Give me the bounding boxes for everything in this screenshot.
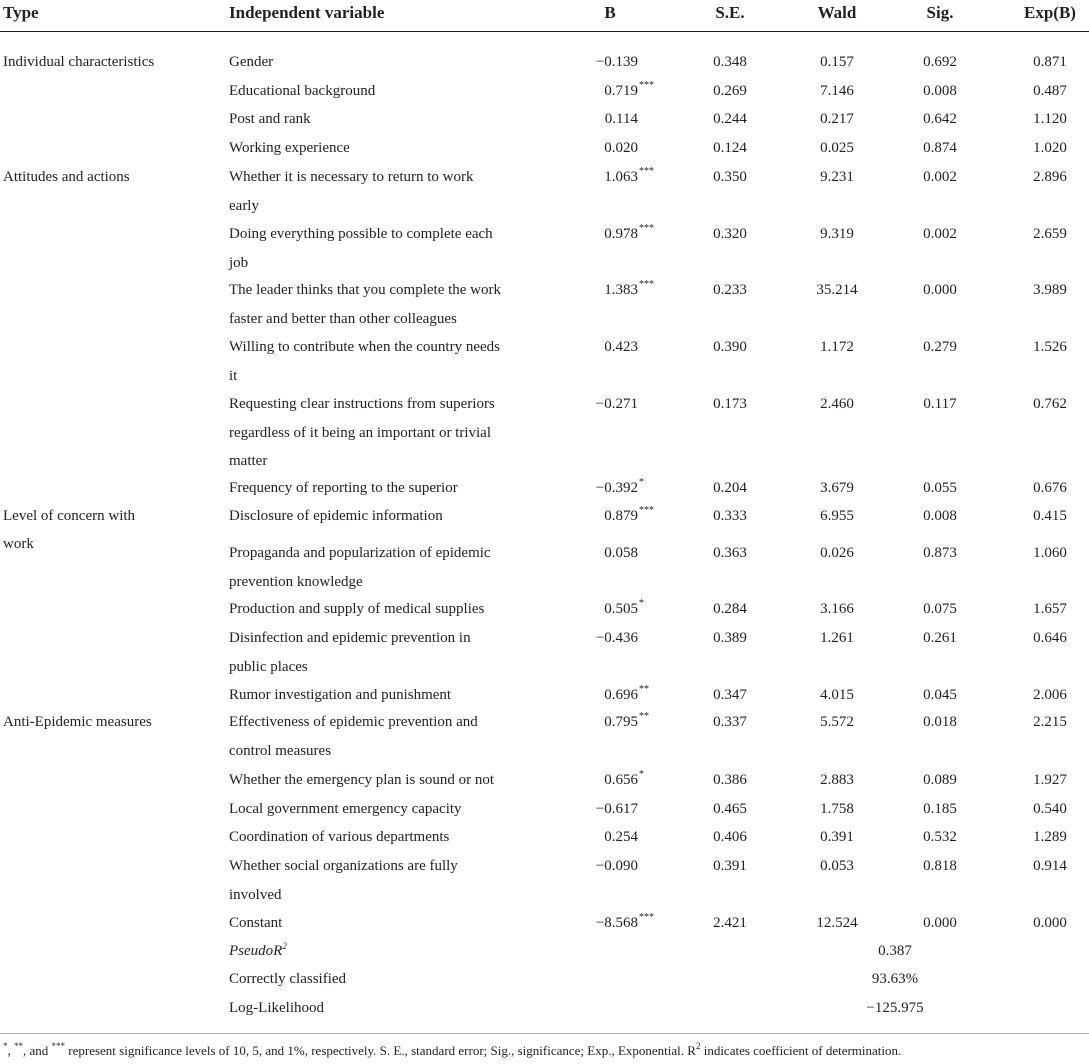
- cell-wald: 1.758: [820, 801, 854, 817]
- cell-b: −0.436: [595, 630, 638, 646]
- cell-se: 0.233: [713, 282, 747, 298]
- cell-se: 0.337: [713, 714, 747, 730]
- cell-se: 0.350: [713, 169, 747, 185]
- cell-b: −0.617: [595, 801, 638, 817]
- cell-se: 0.244: [713, 111, 747, 127]
- cell-b: 0.505: [604, 601, 638, 617]
- cell-exp: 1.927: [1033, 772, 1067, 788]
- cell-exp: 0.676: [1033, 480, 1067, 496]
- cell-sig: 0.000: [923, 915, 957, 931]
- cell-b: −0.271: [595, 396, 638, 412]
- cell-exp: 2.215: [1033, 714, 1067, 730]
- group-label: Attitudes and actions: [3, 169, 130, 185]
- cell-exp: 0.871: [1033, 54, 1067, 70]
- variable-name: it: [229, 367, 238, 384]
- significance-stars: **: [639, 684, 649, 695]
- variable-name: Whether it is necessary to return to work: [229, 169, 474, 185]
- pseudo-r2-label: PseudoR$^2$: [229, 941, 287, 959]
- cell-wald: 0.391: [820, 829, 854, 845]
- significance-stars: **: [639, 711, 649, 722]
- cell-exp: 2.006: [1033, 687, 1067, 703]
- cell-sig: 0.045: [923, 687, 957, 703]
- group-label: Level of concern with: [3, 508, 136, 524]
- cell-exp: 2.659: [1033, 226, 1067, 242]
- table-footnote: *, **, and *** represent significance levels of 10, 5, and 1%, respectively. S. E., standard error; Sig., significance; Exp., Exponential. $R^2$ indicates coefficient of determination.: [3, 1041, 902, 1058]
- cell-se: 0.389: [713, 630, 747, 646]
- cell-se: 0.269: [713, 83, 747, 99]
- cell-wald: 6.955: [820, 508, 854, 524]
- significance-stars: ***: [639, 912, 654, 923]
- cell-exp: 0.487: [1033, 83, 1067, 99]
- cell-exp: 3.989: [1033, 282, 1067, 298]
- cell-wald: 4.015: [820, 687, 854, 703]
- significance-stars: ***: [639, 279, 654, 290]
- variable-name: Frequency of reporting to the superior: [229, 480, 458, 496]
- cell-wald: 0.026: [820, 545, 854, 561]
- correctly-classified-label: Correctly classified: [229, 971, 347, 987]
- variable-name: control measures: [229, 742, 332, 759]
- variable-name: prevention knowledge: [229, 573, 363, 590]
- correctly-classified-value: 93.63%: [871, 971, 919, 987]
- variable-name: Disclosure of epidemic information: [229, 508, 443, 524]
- cell-b: 0.656: [604, 772, 638, 788]
- cell-exp: 1.120: [1033, 111, 1067, 127]
- cell-sig: 0.075: [923, 601, 957, 617]
- cell-sig: 0.185: [923, 801, 957, 817]
- cell-sig: 0.018: [923, 714, 957, 730]
- log-likelihood-label: Log-Likelihood: [229, 1000, 324, 1016]
- cell-b: 1.063: [604, 169, 638, 185]
- cell-exp: 0.762: [1033, 396, 1067, 412]
- header-b: B: [604, 3, 616, 22]
- variable-name: Constant: [229, 915, 283, 931]
- variable-name: Willing to contribute when the country needs: [229, 339, 500, 355]
- cell-exp: 1.289: [1033, 829, 1067, 845]
- cell-exp: 1.657: [1033, 601, 1067, 617]
- significance-stars: *: [639, 598, 644, 609]
- cell-wald: 5.572: [820, 714, 854, 730]
- cell-sig: 0.117: [923, 396, 957, 412]
- cell-se: 0.406: [713, 829, 747, 845]
- cell-wald: 1.172: [820, 339, 854, 355]
- cell-sig: 0.089: [923, 772, 957, 788]
- header-variable: Independent variable: [229, 3, 385, 22]
- cell-exp: 2.896: [1033, 169, 1067, 185]
- variable-name: involved: [229, 886, 282, 903]
- cell-b: 0.795: [604, 714, 638, 730]
- header-exp: Exp(B): [1024, 3, 1076, 22]
- cell-wald: 12.524: [816, 915, 858, 931]
- cell-b: 0.114: [604, 111, 638, 127]
- cell-sig: 0.000: [923, 282, 957, 298]
- header-se: S.E.: [715, 3, 745, 22]
- variable-name: public places: [229, 658, 308, 675]
- cell-wald: 0.217: [820, 111, 854, 127]
- variable-name: regardless of it being an important or trivial: [229, 424, 492, 441]
- significance-stars: ***: [639, 166, 654, 177]
- variable-name: matter: [229, 453, 268, 469]
- cell-b: −0.090: [595, 858, 638, 874]
- cell-se: 0.333: [713, 508, 747, 524]
- cell-sig: 0.692: [923, 54, 957, 70]
- cell-sig: 0.008: [923, 83, 957, 99]
- cell-sig: 0.818: [923, 858, 957, 874]
- cell-wald: 2.883: [820, 772, 854, 788]
- group-label: Anti-Epidemic measures: [3, 714, 152, 730]
- cell-wald: 3.166: [820, 601, 854, 617]
- header-wald: Wald: [817, 3, 857, 22]
- variable-name: Doing everything possible to complete each: [229, 226, 493, 242]
- variable-name: job: [229, 254, 249, 271]
- variable-name: Whether social organizations are fully: [229, 858, 458, 874]
- variable-name: Coordination of various departments: [229, 829, 450, 845]
- variable-name: Disinfection and epidemic prevention in: [229, 630, 471, 646]
- cell-wald: 0.025: [820, 140, 854, 156]
- cell-b: −8.568: [595, 915, 638, 931]
- cell-sig: 0.874: [923, 140, 957, 156]
- significance-stars: ***: [639, 223, 654, 234]
- cell-se: 2.421: [713, 915, 747, 931]
- cell-exp: 0.540: [1033, 801, 1067, 817]
- cell-wald: 7.146: [820, 83, 854, 99]
- variable-name: Gender: [229, 54, 274, 70]
- cell-b: 0.696: [604, 687, 638, 703]
- cell-se: 0.347: [713, 687, 747, 703]
- cell-b: −0.392: [595, 480, 638, 496]
- variable-name: Local government emergency capacity: [229, 801, 462, 817]
- variable-name: Production and supply of medical supplies: [229, 601, 485, 617]
- cell-wald: 1.261: [820, 630, 854, 646]
- header-sig: Sig.: [926, 3, 954, 22]
- variable-name: Effectiveness of epidemic prevention and: [229, 714, 478, 730]
- cell-exp: 0.646: [1033, 630, 1067, 646]
- cell-exp: 0.914: [1033, 858, 1067, 874]
- cell-exp: 1.526: [1033, 339, 1067, 355]
- cell-exp: 1.060: [1033, 545, 1067, 561]
- cell-sig: 0.261: [923, 630, 957, 646]
- cell-b: 0.978: [604, 226, 638, 242]
- log-likelihood-value: −125.975: [866, 1000, 924, 1016]
- cell-wald: 3.679: [820, 480, 854, 496]
- cell-se: 0.386: [713, 772, 747, 788]
- bottom-rule: [0, 1033, 1089, 1034]
- significance-stars: *: [639, 769, 644, 780]
- cell-se: 0.173: [713, 396, 747, 412]
- group-label: Individual characteristics: [3, 54, 155, 70]
- cell-wald: 9.319: [820, 226, 854, 242]
- header-rule: [0, 31, 1089, 32]
- cell-b: 0.254: [604, 829, 638, 845]
- variable-name: The leader thinks that you complete the work: [229, 282, 501, 298]
- cell-sig: 0.008: [923, 508, 957, 524]
- cell-b: 0.719: [604, 83, 638, 99]
- variable-name: Post and rank: [229, 111, 311, 127]
- variable-name: Requesting clear instructions from superiors: [229, 396, 495, 412]
- cell-se: 0.348: [713, 54, 747, 70]
- header-type: Type: [3, 3, 39, 22]
- variable-name: Whether the emergency plan is sound or not: [229, 772, 495, 788]
- group-label: work: [3, 536, 34, 552]
- variable-name: early: [229, 197, 259, 214]
- cell-exp: 1.020: [1033, 140, 1067, 156]
- cell-wald: 0.053: [820, 858, 854, 874]
- variable-name: Propaganda and popularization of epidemic: [229, 545, 491, 561]
- variable-name: faster and better than other colleagues: [229, 310, 457, 327]
- cell-b: 0.423: [604, 339, 638, 355]
- cell-se: 0.391: [713, 858, 747, 874]
- cell-se: 0.284: [713, 601, 747, 617]
- cell-wald: 9.231: [820, 169, 854, 185]
- cell-sig: 0.532: [923, 829, 957, 845]
- cell-sig: 0.279: [923, 339, 957, 355]
- cell-se: 0.320: [713, 226, 747, 242]
- cell-sig: 0.002: [923, 226, 957, 242]
- variable-name: Rumor investigation and punishment: [229, 687, 452, 703]
- cell-sig: 0.873: [923, 545, 957, 561]
- cell-b: 0.879: [604, 508, 638, 524]
- cell-se: 0.124: [713, 140, 747, 156]
- significance-stars: ***: [639, 80, 654, 91]
- cell-sig: 0.642: [923, 111, 957, 127]
- variable-name: Educational background: [229, 83, 376, 99]
- cell-wald: 35.214: [816, 282, 858, 298]
- significance-stars: ***: [639, 505, 654, 516]
- cell-se: 0.204: [713, 480, 747, 496]
- cell-exp: 0.000: [1033, 915, 1067, 931]
- cell-b: 0.020: [604, 140, 638, 156]
- cell-se: 0.390: [713, 339, 747, 355]
- cell-se: 0.465: [713, 801, 747, 817]
- pseudo-r2-value: 0.387: [878, 943, 912, 959]
- cell-b: 0.058: [604, 545, 638, 561]
- cell-b: −0.139: [595, 54, 638, 70]
- cell-wald: 2.460: [820, 396, 854, 412]
- cell-exp: 0.415: [1033, 508, 1067, 524]
- cell-sig: 0.002: [923, 169, 957, 185]
- variable-name: Working experience: [229, 140, 350, 156]
- cell-wald: 0.157: [820, 54, 854, 70]
- significance-stars: *: [639, 477, 644, 488]
- cell-sig: 0.055: [923, 480, 957, 496]
- cell-b: 1.383: [604, 282, 638, 298]
- cell-se: 0.363: [713, 545, 747, 561]
